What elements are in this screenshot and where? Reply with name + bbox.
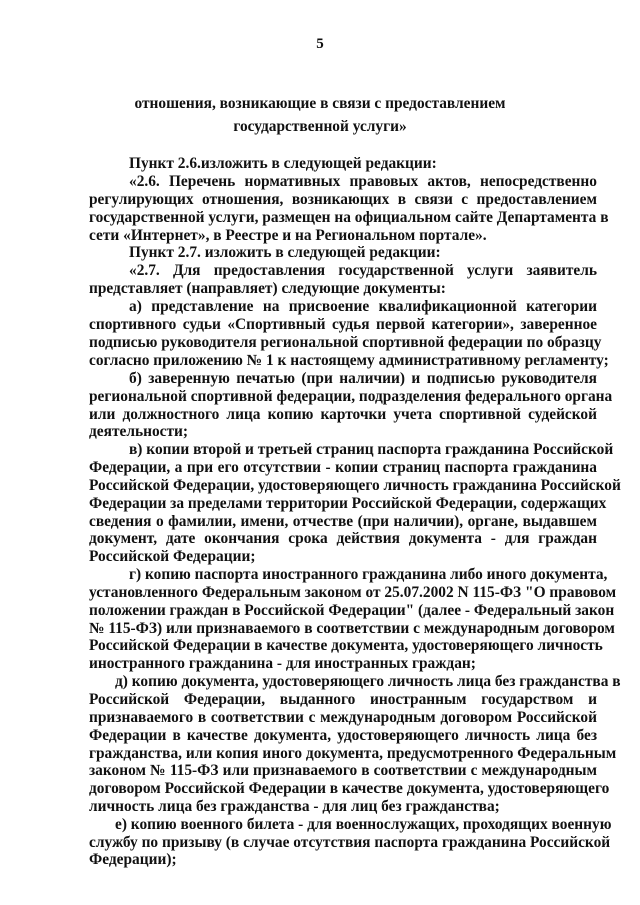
text-line: а) представление на присвоение квалификационной категории — [129, 298, 597, 315]
text-line: иностранного гражданина - для иностранных граждан; — [89, 655, 476, 672]
text-line: сведения о фамилии, имени, отчестве (при наличии), органе, выдавшем — [89, 513, 597, 530]
text-line: Российской Федерации; — [89, 548, 256, 565]
text-line: Федерации, а при его отсутствии - копии страниц паспорта гражданина — [89, 459, 597, 476]
text-line: Пункт 2.7. изложить в следующей редакции: — [129, 244, 441, 261]
text-line: Пункт 2.6.изложить в следующей редакции: — [129, 155, 437, 172]
text-line: Российской Федерации, удостоверяющего личность гражданина Российской — [89, 477, 621, 494]
text-line: сети «Интернет», в Реестре и на Региональном портале». — [89, 227, 487, 244]
heading-line-2: государственной услуги» — [233, 118, 407, 135]
text-line: положении граждан в Российской Федерации" (далее - Федеральный закон — [89, 602, 615, 619]
text-line: в) копии второй и третьей страниц паспорта гражданина Российской — [129, 441, 614, 458]
text-line: представляет (направляет) следующие документы: — [89, 280, 446, 297]
text-line: или должностного лица копию карточки учета спортивной судейской — [89, 406, 597, 423]
text-line: Федерации за пределами территории Российской Федерации, содержащих — [89, 495, 607, 512]
text-line: признаваемого в соответствии с международным договором Российской — [89, 709, 597, 726]
text-line: г) копию паспорта иностранного гражданина либо иного документа, — [129, 566, 608, 583]
text-line: договором Российской Федерации в качестве документа, удостоверяющего — [89, 780, 610, 797]
text-line: гражданства, или копия иного документа, предусмотренного Федеральным — [89, 745, 617, 762]
text-line: законом № 115-ФЗ или признаваемого в соответствии с международным — [89, 762, 597, 779]
text-line: б) заверенную печатью (при наличии) и подписью руководителя — [129, 370, 597, 387]
text-line: спортивного судьи «Спортивный судья первой категории», заверенное — [89, 316, 597, 333]
text-line: деятельности; — [89, 423, 189, 440]
heading-line-1: отношения, возникающие в связи с предоставлением — [134, 95, 506, 112]
text-line: Российской Федерации в качестве документа, удостоверяющего личность — [89, 637, 603, 654]
text-line: «2.7. Для предоставления государственной услуги заявитель — [129, 262, 597, 279]
text-line: личность лица без гражданства - для лиц без гражданства; — [89, 798, 500, 815]
text-line: документ, дате окончания срока действия документа - для граждан — [89, 530, 597, 547]
text-line: Российской Федерации, выданного иностранным государством и — [89, 691, 597, 708]
text-line: Федерации в качестве документа, удостоверяющего личность лица без — [89, 727, 597, 744]
text-line: установленного Федеральным законом от 25.07.2002 N 115-ФЗ "О правовом — [89, 584, 617, 601]
text-line: государственной услуги, размещен на официальном сайте Департамента в — [89, 209, 609, 226]
text-line: регулирующих отношения, возникающих в связи с предоставлением — [89, 191, 597, 208]
text-line: «2.6. Перечень нормативных правовых актов, непосредственно — [129, 173, 597, 190]
text-line: подписью руководителя региональной спортивной федерации по образцу — [89, 334, 602, 351]
text-line: согласно приложению № 1 к настоящему административному регламенту; — [89, 352, 609, 369]
text-line: е) копию военного билета - для военнослужащих, проходящих военную — [115, 816, 612, 833]
text-line: № 115-ФЗ) или признаваемого в соответствии с международным договором — [89, 620, 615, 637]
text-line: Федерации); — [89, 851, 177, 868]
text-line: региональной спортивной федерации, подразделения федерального органа — [89, 388, 613, 405]
page-number: 5 — [316, 36, 324, 52]
text-line: д) копию документа, удостоверяющего личность лица без гражданства в — [115, 673, 621, 690]
text-line: службу по призыву (в случае отсутствия паспорта гражданина Российской — [89, 834, 611, 851]
